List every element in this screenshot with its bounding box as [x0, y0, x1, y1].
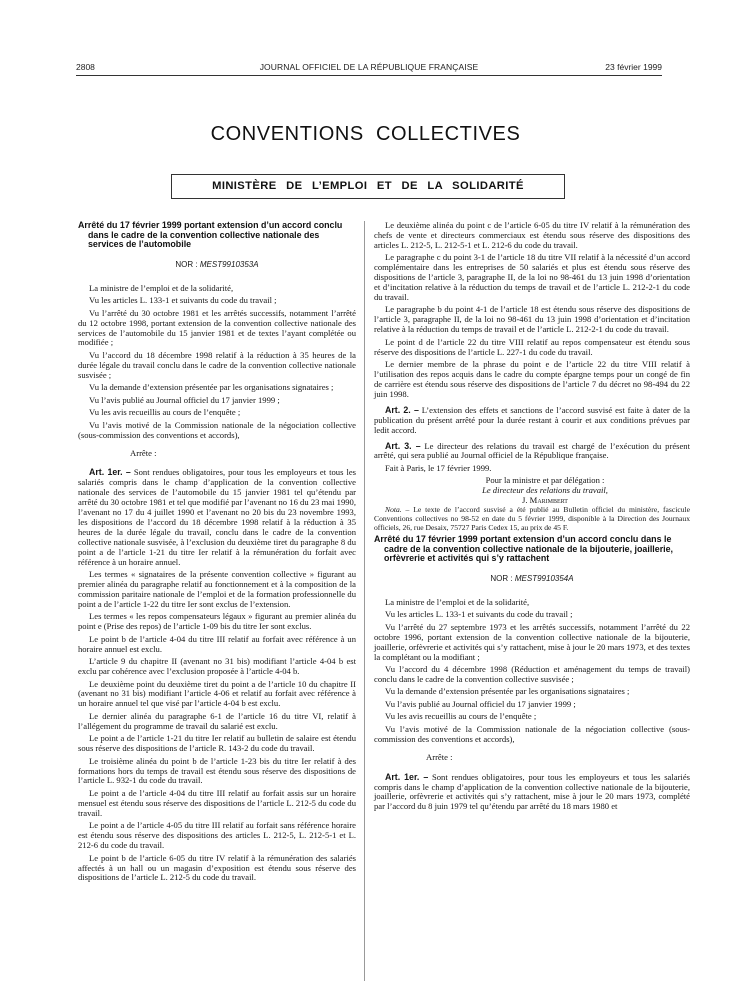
arrete-title: Arrêté du 17 février 1999 portant extension d’un accord conclu dans le cadre de la convention collective nationale de la bijouterie, joaillerie, orfèvrerie et activités qui s’y rattachent — [374, 534, 674, 564]
signature-block — [374, 476, 690, 506]
article-text: Sont rendues obligatoires, pour tous les employeurs et tous les salariés compris dans le champ d’application de la convention collective nationale des services de l’automobile du 15 janvier 1981 tel qu’étendu par arrêté du 30 octobre 1981 et tel que modifié par l’avenant no 16 du 23 mai 1990, l’avenant no 17 du 4 juillet 1990 et l’avenant no 20 bis du 23 novembre 1993, les dispositions de l’accord du 18 décembre 1998 relatif à la réduction à 35 heures de la durée légale du travail, conclu dans le cadre de la convention collective nationale susvisée, à l’exclusion du deuxième tiret du paragraphe 8 du point a de l’article 1-21 du titre Ier relatif à la rémunération du forfait avec référence à un horaire annuel. — [78, 467, 356, 567]
left-column — [78, 221, 356, 886]
column-divider — [364, 221, 365, 981]
article-1-paragraph — [78, 468, 356, 567]
article-paragraph: Le point b de l’article 4-04 du titre III relatif au forfait avec référence à un horaire annuel est exclu. — [78, 633, 356, 654]
article-text: Sont rendues obligatoires, pour tous les employeurs et tous les salariés compris dans le champ d’application de la convention collective nationale de la bijouterie, joaillerie, orfèvrerie et activités qui s’y rattachent, mise à jour le 20 mars 1973, complété par l’accord du 8 juin 1979 tel qu’étendu par arrêté du 18 mars 1980 et — [374, 771, 690, 812]
article-paragraph: Les termes « signataires de la présente convention collective » figurant au premier alinéa du paragraphe relatif au fonctionnement et à la composition de la commission paritaire nationale de l’emploi et de la formation professionnelle du point a de l’article 1-22 du titre Ier sont exclus de l’extension. — [78, 569, 356, 609]
article-paragraph: Le deuxième point du deuxième tiret du point a de l’article 10 du chapitre II (avenant no 31 bis) modifiant l’article 4-06 et relatif au forfait avec référence à un horaire annuel tel que visé par l’article 4-04 b est exclu. — [78, 678, 356, 709]
article-paragraph: Les termes « les repos compensateurs légaux » figurant au premier alinéa du point e (Prise des repos) de l’article 1-09 bis du titre Ier sont exclus. — [78, 611, 356, 632]
nota-text: Le texte de l’accord susvisé a été publié au Bulletin officiel du ministère, fascicule Conventions collectives no 98-52 en date du 5 février 1999, disponible à la Direction des Journaux officiels, 26, rue Desaix, 75727 Paris Cedex 15, au prix de 45 F. — [374, 505, 690, 532]
preamble-paragraph: Vu les articles L. 133-1 et suivants du code du travail ; — [89, 295, 277, 306]
nor-label: NOR : — [490, 573, 513, 583]
signature-delegation: Pour la ministre et par délégation : — [485, 475, 605, 486]
nor-reference — [78, 260, 356, 270]
article-paragraph: Le paragraphe b du point 4-1 de l’article 18 est étendu sous réserve des dispositions de l’article 3, paragraphe II, de la loi no 98-461 du 13 juin 1998 d’orientation et d’incitation relative à la réduction du temps de travail et de l’article L. 212-2-1 du code du travail. — [374, 304, 690, 335]
preamble-paragraph: Vu l’avis motivé de la Commission nationale de la négociation collective (sous-commission des conventions et accords), — [374, 723, 690, 744]
preamble-paragraph: Vu l’accord du 4 décembre 1998 (Réduction et aménagement du temps de travail) conclu dans le cadre de la convention collective susvisée ; — [374, 664, 690, 684]
article-label: Art. 1er. – — [89, 467, 131, 478]
ministry-heading: MINISTÈRE DE L’EMPLOI ET DE LA SOLIDARITÉ — [171, 174, 565, 199]
preamble-paragraph: Vu les articles L. 133-1 et suivants du code du travail ; — [385, 609, 573, 620]
article-paragraph: Le point b de l’article 6-05 du titre IV relatif à la rémunération des salariés affectés à un hall ou un magasin d’exposition est étendu sous réserve des dispositions de l’article L. 212-5 du code du travail. — [78, 852, 356, 883]
preamble-paragraph: Vu la demande d’extension présentée par les organisations signataires ; — [385, 686, 630, 697]
article-2 — [374, 406, 690, 436]
article-label: Art. 3. – — [385, 440, 421, 451]
article-paragraph: Le dernier membre de la phrase du point e de l’article 22 du titre VIII relatif à l’utilisation des repos acquis dans le cadre du compte épargne temps pour un congé de fin de carrière est étendu sous réserve des dispositions de l’article 7 du décret no 98-494 du 22 juin 1998. — [374, 359, 690, 399]
preamble-paragraph: Vu les avis recueillis au cours de l’enquête ; — [89, 407, 241, 418]
running-header — [76, 60, 662, 76]
nor-reference — [374, 574, 690, 584]
preamble-paragraph: Vu l’avis publié au Journal officiel du 17 janvier 1999 ; — [89, 394, 280, 405]
article-paragraph: Le troisième alinéa du point b de l’article 1-23 bis du titre Ier relatif à des formations hors du temps de travail est étendu sous réserve des dispositions de l’article L. 932-1 du code du travail. — [78, 755, 356, 786]
article-paragraph: Le deuxième alinéa du point c de l’article 6-05 du titre IV relatif à la rémunération des chefs de vente et directeurs commerciaux est étendu sous réserve des dispositions des articles L. 212-5, L. 212-5-1 et L. 212-6 du code du travail. — [374, 220, 690, 250]
preamble-paragraph: Vu l’arrêté du 27 septembre 1973 et les arrêtés successifs, notamment l’arrêté du 22 octobre 1996, portant extension de la convention collective nationale de la bijouterie, joaillerie, orfèvrerie et activités qui s’y rattachent, mise à jour le 20 mars 1973, et des textes la complétant ou la modifiant ; — [374, 621, 690, 662]
nota-label: Nota. – — [385, 505, 410, 515]
preamble-paragraph: Vu la demande d’extension présentée par les organisations signataires ; — [89, 382, 334, 393]
arrete-word: Arrête : — [426, 751, 453, 762]
nor-code: MEST9910354A — [514, 573, 574, 583]
preamble-paragraph: La ministre de l’emploi et de la solidarité, — [385, 596, 530, 607]
article-label: Art. 1er. – — [385, 771, 429, 782]
nor-code: MEST9910353A — [199, 259, 259, 269]
article-paragraph: Le dernier alinéa du paragraphe 6-1 de l’article 16 du titre VI, relatif à l’allégement du programme de travail du salarié est exclu. — [78, 710, 356, 731]
article-paragraph: L’article 9 du chapitre II (avenant no 31 bis) modifiant l’article 4-04 b est exclu par cohérence avec l’exclusion proposée à l’article 4-04 b. — [78, 656, 356, 677]
preamble-paragraph: Vu l’avis motivé de la Commission nationale de la négociation collective (sous-commission des conventions et accords), — [78, 419, 356, 440]
signature-role: Le directeur des relations du travail, — [482, 485, 608, 496]
article-3 — [374, 442, 690, 462]
article-label: Art. 2. – — [385, 404, 419, 415]
preamble-paragraph: La ministre de l’emploi et de la solidarité, — [89, 282, 234, 293]
nor-label: NOR : — [175, 259, 198, 269]
nota — [374, 506, 690, 532]
journal-title: JOURNAL OFFICIEL DE LA RÉPUBLIQUE FRANÇAISE — [259, 62, 479, 72]
article-paragraph: Le point a de l’article 1-21 du titre Ier relatif au bulletin de salaire est étendu sous réserve des dispositions de l’article R. 143-2 du code du travail. — [78, 733, 356, 754]
header-rule — [76, 75, 662, 76]
article-text: L’extension des effets et sanctions de l’accord susvisé est faite à dater de la publication du présent arrêté pour la durée restant à courir et aux conditions prévues par ledit accord. — [374, 404, 690, 435]
issue-date: 23 février 1999 — [605, 62, 662, 72]
section-title: CONVENTIONS COLLECTIVES — [210, 123, 521, 145]
article-paragraph: Le point d de l’article 22 du titre VIII relatif au repos compensateur est étendu sous réserve des dispositions de l’article L. 227-1 du code du travail. — [374, 336, 690, 357]
page-number: 2808 — [76, 62, 95, 72]
signature-name: J. Marimbert — [522, 495, 568, 506]
preamble-paragraph: Vu l’accord du 18 décembre 1998 relatif à la réduction à 35 heures de la durée légale du travail conclu dans le cadre de la convention collective nationale susvisée ; — [78, 349, 356, 380]
article-1-paragraph — [374, 773, 690, 813]
article-paragraph: Le point a de l’article 4-04 du titre III relatif au forfait assis sur un horaire mensuel est étendu sous réserve des dispositions de l’article L. 212-5 du code du travail. — [78, 787, 356, 818]
arrete-word: Arrête : — [130, 447, 157, 458]
arrete-title: Arrêté du 17 février 1999 portant extension d’un accord conclu dans le cadre de la convention collective nationale des services de l’automobile — [78, 220, 343, 250]
preamble-paragraph: Vu les avis recueillis au cours de l’enquête ; — [385, 711, 537, 722]
preamble-paragraph: Vu l’arrêté du 30 octobre 1981 et les arrêtés successifs, notamment l’arrêté du 12 octobre 1998, portant extension de la convention collective nationale des services de l’automobile du 15 janvier 1981 et de textes l’ayant complétée ou modifiée ; — [78, 307, 356, 348]
signing-place-date: Fait à Paris, le 17 février 1999. — [385, 462, 492, 473]
article-paragraph: Le paragraphe c du point 3-1 de l’article 18 du titre VII relatif à la nécessité d’un accord complémentaire dans les entreprises de 50 salariés et plus est étendu sous réserve des dispositions de l’article 3, paragraphe II, de la loi no 98-461 du 13 juin 1998 d’orientation et d’incitation relative à la réduction du temps de travail et de l’article L. 212-2-1 du code du travail. — [374, 252, 690, 302]
article-paragraph: Le point a de l’article 4-05 du titre III relatif au forfait sans référence horaire est étendu sous réserve des dispositions des articles L. 212-5, L. 212-5-1 et L. 212-6 du code du travail. — [78, 820, 356, 851]
right-column — [374, 221, 690, 815]
article-text: Le directeur des relations du travail est chargé de l’exécution du présent arrêté, qui sera publié au Journal officiel de la République française. — [374, 440, 690, 461]
preamble-paragraph: Vu l’avis publié au Journal officiel du 17 janvier 1999 ; — [385, 698, 576, 709]
